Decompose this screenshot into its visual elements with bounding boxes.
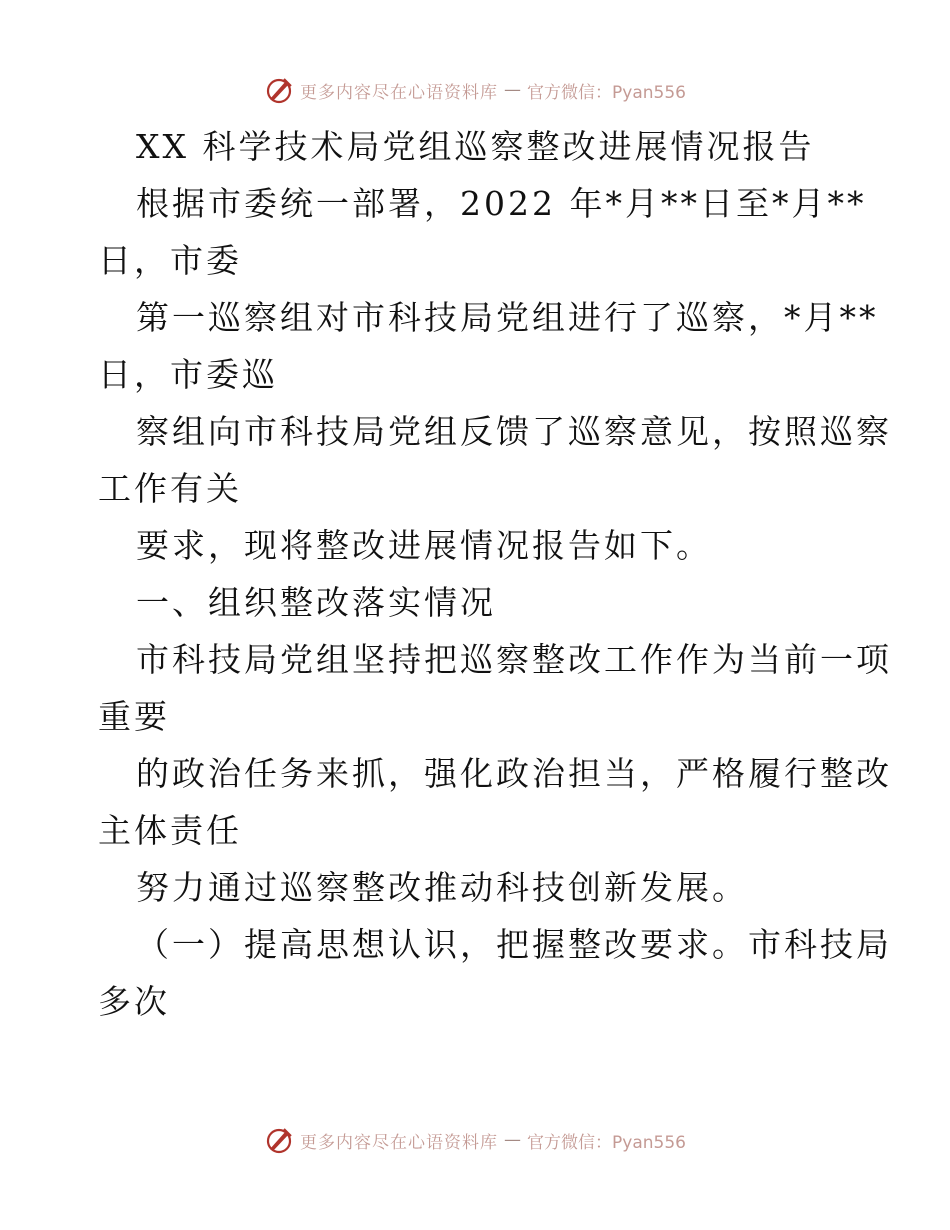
watermark-contact-text: 官方微信：Pyan556 xyxy=(527,1132,686,1153)
paragraph-line: 工作有关 xyxy=(98,469,242,508)
quill-logo-icon xyxy=(264,1125,294,1155)
paragraph-line: 的政治任务来抓，强化政治担当，严格履行整改 xyxy=(136,754,892,793)
subsection-heading: （一）提高思想认识，把握整改要求。市科技局 xyxy=(136,925,892,964)
paragraph-line: 努力通过巡察整改推动科技创新发展。 xyxy=(136,868,748,907)
paragraph-line: 日，市委巡 xyxy=(98,355,278,394)
paragraph-line: 要求，现将整改进展情况报告如下。 xyxy=(136,526,712,565)
section-heading: 一、组织整改落实情况 xyxy=(136,583,496,622)
paragraph-line: 市科技局党组坚持把巡察整改工作作为当前一项 xyxy=(136,640,892,679)
paragraph-line: 主体责任 xyxy=(98,811,242,850)
watermark-main-text: 更多内容尽在心语资料库 xyxy=(300,1132,499,1153)
watermark-contact-text: 官方微信：Pyan556 xyxy=(527,82,686,103)
watermark-banner-bottom xyxy=(0,1120,950,1160)
paragraph-line: 察组向市科技局党组反馈了巡察意见，按照巡察 xyxy=(136,412,892,451)
watermark-dash: — xyxy=(504,1130,522,1150)
watermark-banner-top xyxy=(0,70,950,110)
paragraph-line: 第一巡察组对市科技局党组进行了巡察，*月** xyxy=(136,298,879,337)
paragraph-line: 根据市委统一部署，2022 年*月**日至*月** xyxy=(136,184,867,223)
watermark-main-text: 更多内容尽在心语资料库 xyxy=(300,82,499,103)
quill-logo-icon xyxy=(264,75,294,105)
document-title: XX 科学技术局党组巡察整改进展情况报告 xyxy=(136,127,815,166)
paragraph-line: 多次 xyxy=(98,982,170,1021)
watermark-content xyxy=(264,1125,686,1155)
watermark-dash: — xyxy=(504,80,522,100)
paragraph-line: 重要 xyxy=(98,697,170,736)
paragraph-line: 日，市委 xyxy=(98,241,242,280)
watermark-content xyxy=(264,75,686,105)
document-body xyxy=(98,118,892,1030)
